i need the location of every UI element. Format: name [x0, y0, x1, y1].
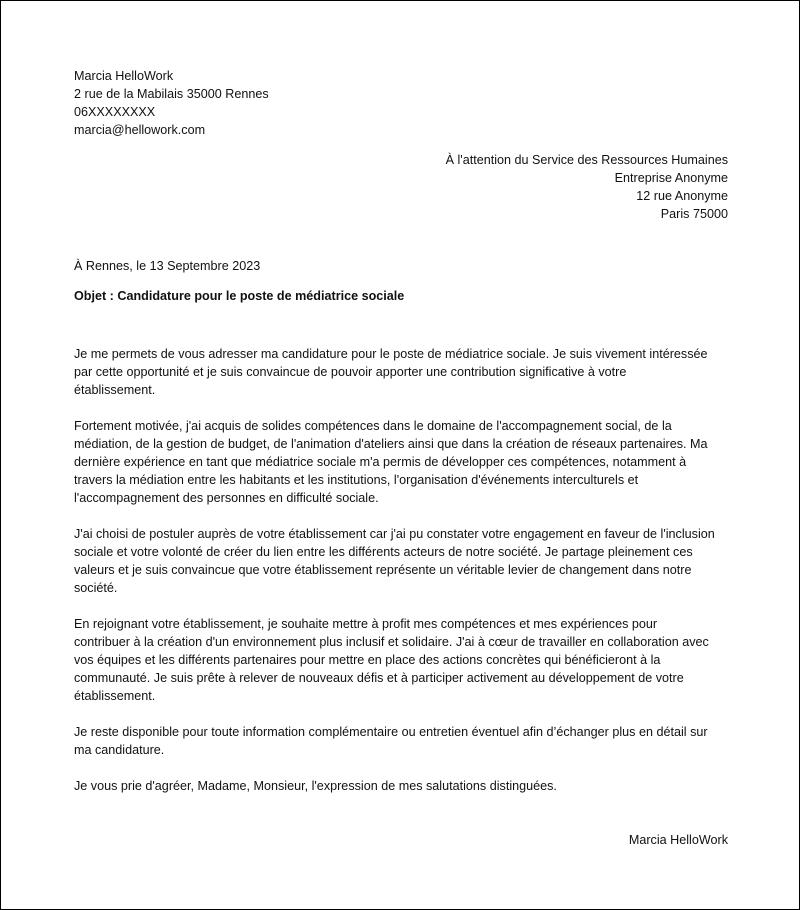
date-line: À Rennes, le 13 Septembre 2023 — [74, 259, 261, 273]
paragraph-line: vos équipes et les différents partenaires pour mettre en place des actions concrètes qui bénéficieront à la — [74, 653, 661, 667]
paragraph-line: contribuer à la création d'un environnement plus inclusif et solidaire. J'ai à cœur de travailler en collaboration avec — [74, 635, 709, 649]
paragraph-line: ma candidature. — [74, 743, 165, 757]
subject-line: Objet : Candidature pour le poste de médiatrice sociale — [74, 289, 405, 303]
recipient-company: Entreprise Anonyme — [614, 171, 728, 185]
paragraph-line: dernière expérience en tant que médiatrice sociale m'a permis de développer ces compétences, notamment à — [74, 455, 687, 469]
paragraph-line: sociale et votre volonté de créer du lien entre les différents acteurs de notre société. Je partage pleinement ces — [74, 545, 693, 559]
sender-email: marcia@hellowork.com — [74, 123, 206, 137]
paragraph-line: médiation, de la gestion de budget, de l'animation d'ateliers ainsi que dans la création de réseaux partenaires. Ma — [74, 437, 708, 451]
recipient-block — [74, 151, 728, 223]
paragraph-line: J'ai choisi de postuler auprès de votre établissement car j'ai pu constater votre engagement en faveur de l'inclusion — [74, 527, 715, 541]
paragraph-line: Fortement motivée, j'ai acquis de solides compétences dans le domaine de l'accompagnement social, de la — [74, 419, 672, 433]
sender-address: 2 rue de la Mabilais 35000 Rennes — [74, 87, 269, 101]
paragraph-line: communauté. Je suis prête à relever de nouveaux défis et à participer activement au développement de votre — [74, 671, 684, 685]
paragraph-closing — [74, 777, 728, 795]
letter-content — [74, 67, 728, 849]
sender-name: Marcia HelloWork — [74, 69, 174, 83]
paragraph-line: valeurs et je suis convaincue que votre établissement représente un véritable levier de changement dans notre — [74, 563, 692, 577]
sender-block — [74, 67, 728, 139]
recipient-attention: À l'attention du Service des Ressources Humaines — [445, 153, 728, 167]
paragraph-line: par cette opportunité et je suis convaincue de pouvoir apporter une contribution significative à votre — [74, 365, 627, 379]
paragraph-line: travers la médiation entre les habitants et les institutions, l'organisation d'événements interculturels et — [74, 473, 639, 487]
signature: Marcia HelloWork — [628, 833, 728, 847]
paragraph-line: l'accompagnement des personnes en difficulté sociale. — [74, 491, 379, 505]
paragraph-line: Je vous prie d'agréer, Madame, Monsieur, l'expression de mes salutations distinguées. — [74, 779, 557, 793]
paragraph-line: En rejoignant votre établissement, je souhaite mettre à profit mes compétences et mes expériences pour — [74, 617, 658, 631]
paragraph-availability — [74, 723, 728, 759]
recipient-street: 12 rue Anonyme — [636, 189, 728, 203]
paragraph-line: société. — [74, 581, 118, 595]
paragraph-line: Je reste disponible pour toute information complémentaire ou entretien éventuel afin d’échanger plus en détail sur — [74, 725, 708, 739]
recipient-city: Paris 75000 — [660, 207, 728, 221]
paragraph-motivation — [74, 525, 728, 597]
paragraph-line: établissement. — [74, 689, 156, 703]
sender-phone: 06XXXXXXXX — [74, 105, 156, 119]
paragraph-contribution — [74, 615, 728, 705]
paragraph-skills — [74, 417, 728, 507]
paragraph-line: Je me permets de vous adresser ma candidature pour le poste de médiatrice sociale. Je suis vivement intéressée — [74, 347, 708, 361]
paragraph-introduction — [74, 345, 728, 399]
paragraph-line: établissement. — [74, 383, 156, 397]
